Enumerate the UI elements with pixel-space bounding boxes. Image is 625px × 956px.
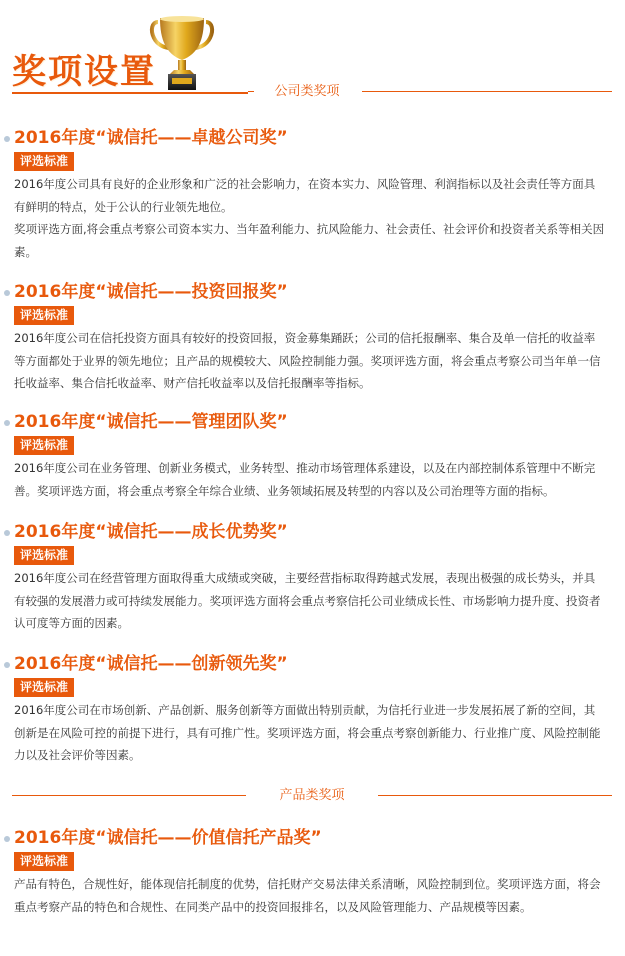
award-title: 2016年度“诚信托——管理团队奖” (14, 412, 288, 432)
divider-line (12, 795, 246, 796)
award-description-text: 2016年度公司在信托投资方面具有较好的投资回报，资金募集踊跃；公司的信托报酬率、集合及单一信托的收益率等方面都处于业界的领先地位；且产品的规模较大、风险控制能力强。奖项评选方面，将会重点考察公司当年单一信托收益率、集合信托收益率、财产信托收益率以及信托报酬率等指标。 (14, 331, 601, 390)
award-description-text: 2016年度公司在市场创新、产品创新、服务创新等方面做出特别贡献，为信托行业进一步发展拓展了新的空间，其创新是在风险可控的前提下进行，具有可推广性。奖项评选方面，将会重点考察创新能力、行业推广度、风险控制能力以及社会评价等因素。 (14, 703, 601, 762)
section-label-product: 产品类奖项 (279, 788, 345, 803)
award-title: 2016年度“诚信托——成长优势奖” (14, 522, 288, 542)
award-description (14, 327, 606, 395)
section-label-company: 公司类奖项 (274, 84, 340, 99)
award-description (14, 173, 606, 263)
divider-line (362, 91, 612, 92)
criteria-badge: 评选标准 (14, 306, 74, 325)
award-description (14, 457, 606, 502)
bullet-dot-icon (4, 836, 10, 842)
bullet-dot-icon (4, 662, 10, 668)
divider-line (378, 795, 612, 796)
bullet-dot-icon (4, 420, 10, 426)
award-title: 2016年度“诚信托——投资回报奖” (14, 282, 288, 302)
section-divider-company (12, 82, 612, 102)
award-title: 2016年度“诚信托——价值信托产品奖” (14, 828, 322, 848)
award-title: 2016年度“诚信托——卓越公司奖” (14, 128, 288, 148)
award-description-text: 2016年度公司在业务管理、创新业务模式，业务转型、推动市场管理体系建设，以及在内部控制体系管理中不断完善。奖项评选方面，将会重点考察全年综合业绩、业务领域拓展及转型的内容以及公司治理等方面的指标。 (14, 461, 596, 498)
award-description-text: 2016年度公司在经营管理方面取得重大成绩或突破，主要经营指标取得跨越式发展，表现出极强的成长势头，并具有较强的发展潜力或可持续发展能力。奖项评选方面将会重点考察信托公司业绩成长性、市场影响力提升度、投资者认可度等方面的因素。 (14, 571, 601, 630)
page-title: 奖项设置 (12, 52, 156, 92)
criteria-badge: 评选标准 (14, 436, 74, 455)
award-title: 2016年度“诚信托——创新领先奖” (14, 654, 288, 674)
criteria-badge: 评选标准 (14, 152, 74, 171)
criteria-badge: 评选标准 (14, 546, 74, 565)
bullet-dot-icon (4, 530, 10, 536)
bullet-dot-icon (4, 136, 10, 142)
award-description (14, 873, 606, 918)
award-description-text: 2016年度公司具有良好的企业形象和广泛的社会影响力，在资本实力、风险管理、利润指标以及社会责任等方面具有鲜明的特点，处于公认的行业领先地位。 奖项评选方面,将会重点考察公司资本实力、当年盈利能力、抗风险能力、社会责任、社会评价和投资者关系等相关因素。 (14, 177, 605, 259)
bullet-dot-icon (4, 290, 10, 296)
criteria-badge: 评选标准 (14, 852, 74, 871)
criteria-badge: 评选标准 (14, 678, 74, 697)
award-description (14, 699, 606, 767)
award-description-text: 产品有特色，合规性好，能体现信托制度的优势，信托财产交易法律关系清晰，风险控制到位。奖项评选方面，将会重点考察产品的特色和合规性、在同类产品中的投资回报排名，以及风险管理能力、产品规模等因素。 (14, 877, 601, 914)
award-description (14, 567, 606, 635)
section-divider-product (12, 786, 612, 806)
